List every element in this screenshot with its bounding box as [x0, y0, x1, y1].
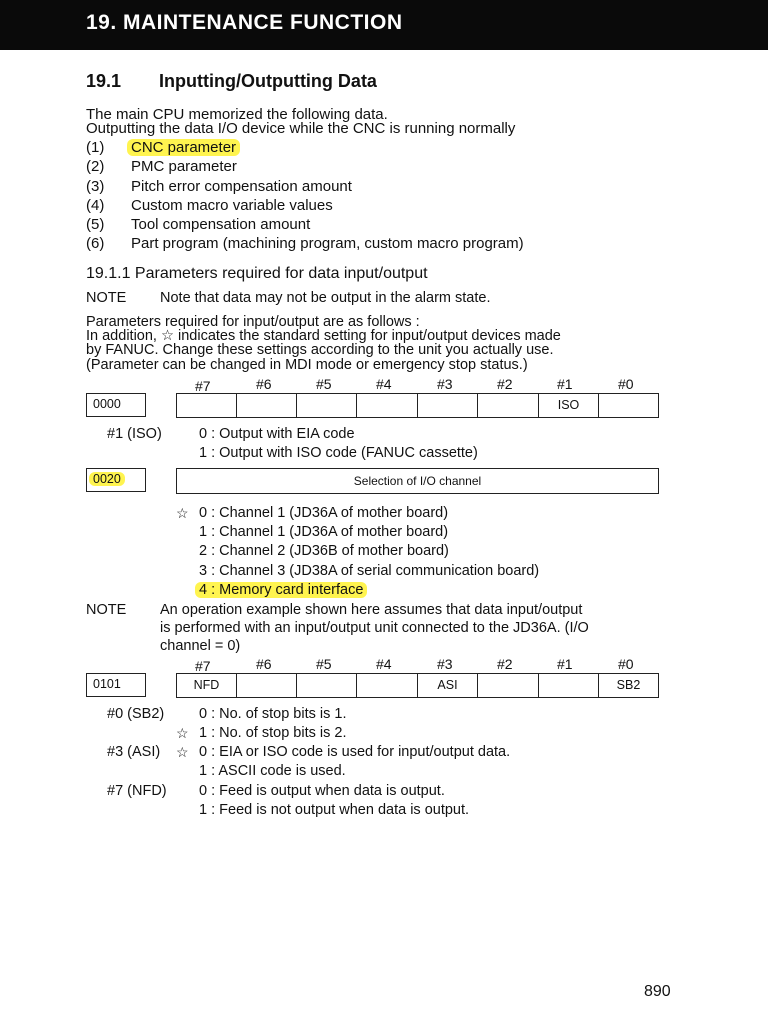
param-desc-label: #1 (ISO) [107, 426, 162, 442]
param-option: 0 : No. of stop bits is 1. [199, 706, 347, 722]
chapter-title: 19. MAINTENANCE FUNCTION [86, 11, 403, 34]
param-address-0101: 0101 [86, 673, 146, 697]
bit-cell [176, 393, 237, 418]
bit-label: #2 [497, 376, 513, 392]
subsection-title: 19.1.1 Parameters required for data input/output [86, 265, 428, 282]
bit-cell [417, 393, 478, 418]
desc-line-3: by FANUC. Change these settings according to the unit you actually use. [86, 342, 554, 358]
bit-label: #6 [256, 376, 272, 392]
bit-label: #3 [437, 656, 453, 672]
list-item-text: Tool compensation amount [131, 216, 311, 233]
param-address-0000: 0000 [86, 393, 146, 417]
param-option: 1 : Output with ISO code (FANUC cassette) [199, 445, 478, 461]
intro-line-1: The main CPU memorized the following data. [86, 106, 388, 123]
bit-cell [477, 393, 539, 418]
bit-cell: ISO [538, 393, 599, 418]
bit-cell [356, 673, 418, 698]
bit-label: #4 [376, 656, 392, 672]
bit-label: #1 [557, 376, 573, 392]
highlighted-option: 4 : Memory card interface [195, 582, 367, 598]
bit-cell: SB2 [598, 673, 659, 698]
desc-line-1: Parameters required for input/output are as follows : [86, 314, 420, 330]
note-line: channel = 0) [160, 638, 241, 654]
list-item-num: (2) [86, 158, 105, 175]
channel-option: 2 : Channel 2 (JD36B of mother board) [199, 543, 449, 559]
bit-cell [236, 673, 297, 698]
standard-setting-star-icon: ☆ [176, 505, 189, 521]
io-channel-field: Selection of I/O channel [176, 468, 659, 494]
param-desc-label: #7 (NFD) [107, 783, 167, 799]
channel-option [199, 582, 367, 598]
note-label: NOTE [86, 290, 127, 306]
list-item-text: Part program (machining program, custom macro program) [131, 235, 524, 252]
param-option: 1 : Feed is not output when data is output. [199, 802, 470, 818]
desc-line-2: In addition, ☆ indicates the standard setting for input/output devices made [86, 328, 561, 344]
bit-label: #5 [316, 656, 332, 672]
channel-option: 0 : Channel 1 (JD36A of mother board) [199, 505, 449, 521]
param-address-0020 [86, 468, 146, 492]
bit-label: #2 [497, 656, 513, 672]
bit-cell [296, 673, 357, 698]
chapter-header [0, 0, 768, 50]
list-item-num: (1) [86, 139, 105, 156]
bit-label: #6 [256, 656, 272, 672]
highlighted-address: 0020 [89, 472, 125, 486]
list-item-num: (5) [86, 216, 105, 233]
note-label: NOTE [86, 602, 127, 618]
list-item-text: Pitch error compensation amount [131, 178, 352, 195]
list-item-num: (6) [86, 235, 105, 252]
bit-cell [356, 393, 418, 418]
bit-label: #4 [376, 376, 392, 392]
bit-cell [296, 393, 357, 418]
channel-option: 3 : Channel 3 (JD38A of serial communication board) [199, 563, 540, 579]
page-number: 890 [644, 983, 671, 1000]
param-desc-label: #3 (ASI) [107, 744, 161, 760]
bit-cell [477, 673, 539, 698]
bit-label: #0 [618, 656, 634, 672]
param-option: 0 : Feed is output when data is output. [199, 783, 445, 799]
bit-label: #0 [618, 376, 634, 392]
param-option: 1 : No. of stop bits is 2. [199, 725, 347, 741]
list-item-num: (4) [86, 197, 105, 214]
bit-cell: ASI [417, 673, 478, 698]
intro-line-2: Outputting the data I/O device while the CNC is running normally [86, 120, 516, 137]
note-text: Note that data may not be output in the alarm state. [160, 290, 491, 306]
bit-cell [538, 673, 599, 698]
bit-cell [598, 393, 659, 418]
section-title: Inputting/Outputting Data [159, 71, 377, 91]
bit-label: #7 [195, 378, 211, 394]
note-line: is performed with an input/output unit connected to the JD36A. (I/O [160, 620, 589, 636]
list-item-text [131, 139, 240, 156]
note-line: An operation example shown here assumes that data input/output [160, 602, 583, 618]
list-item-num: (3) [86, 178, 105, 195]
bit-cell [236, 393, 297, 418]
bit-label: #3 [437, 376, 453, 392]
param-option: 0 : Output with EIA code [199, 426, 355, 442]
bit-label: #5 [316, 376, 332, 392]
highlighted-text: CNC parameter [127, 139, 240, 156]
channel-option: 1 : Channel 1 (JD36A of mother board) [199, 524, 449, 540]
param-desc-label: #0 (SB2) [107, 706, 165, 722]
list-item-text: Custom macro variable values [131, 197, 333, 214]
bit-label: #1 [557, 656, 573, 672]
param-option: 1 : ASCII code is used. [199, 763, 346, 779]
standard-setting-star-icon: ☆ [176, 744, 189, 760]
standard-setting-star-icon: ☆ [176, 725, 189, 741]
param-option: 0 : EIA or ISO code is used for input/output data. [199, 744, 511, 760]
list-item-text: PMC parameter [131, 158, 237, 175]
bit-cell: NFD [176, 673, 237, 698]
desc-line-4: (Parameter can be changed in MDI mode or emergency stop status.) [86, 357, 528, 373]
bit-label: #7 [195, 658, 211, 674]
section-number: 19.1 [86, 71, 122, 91]
